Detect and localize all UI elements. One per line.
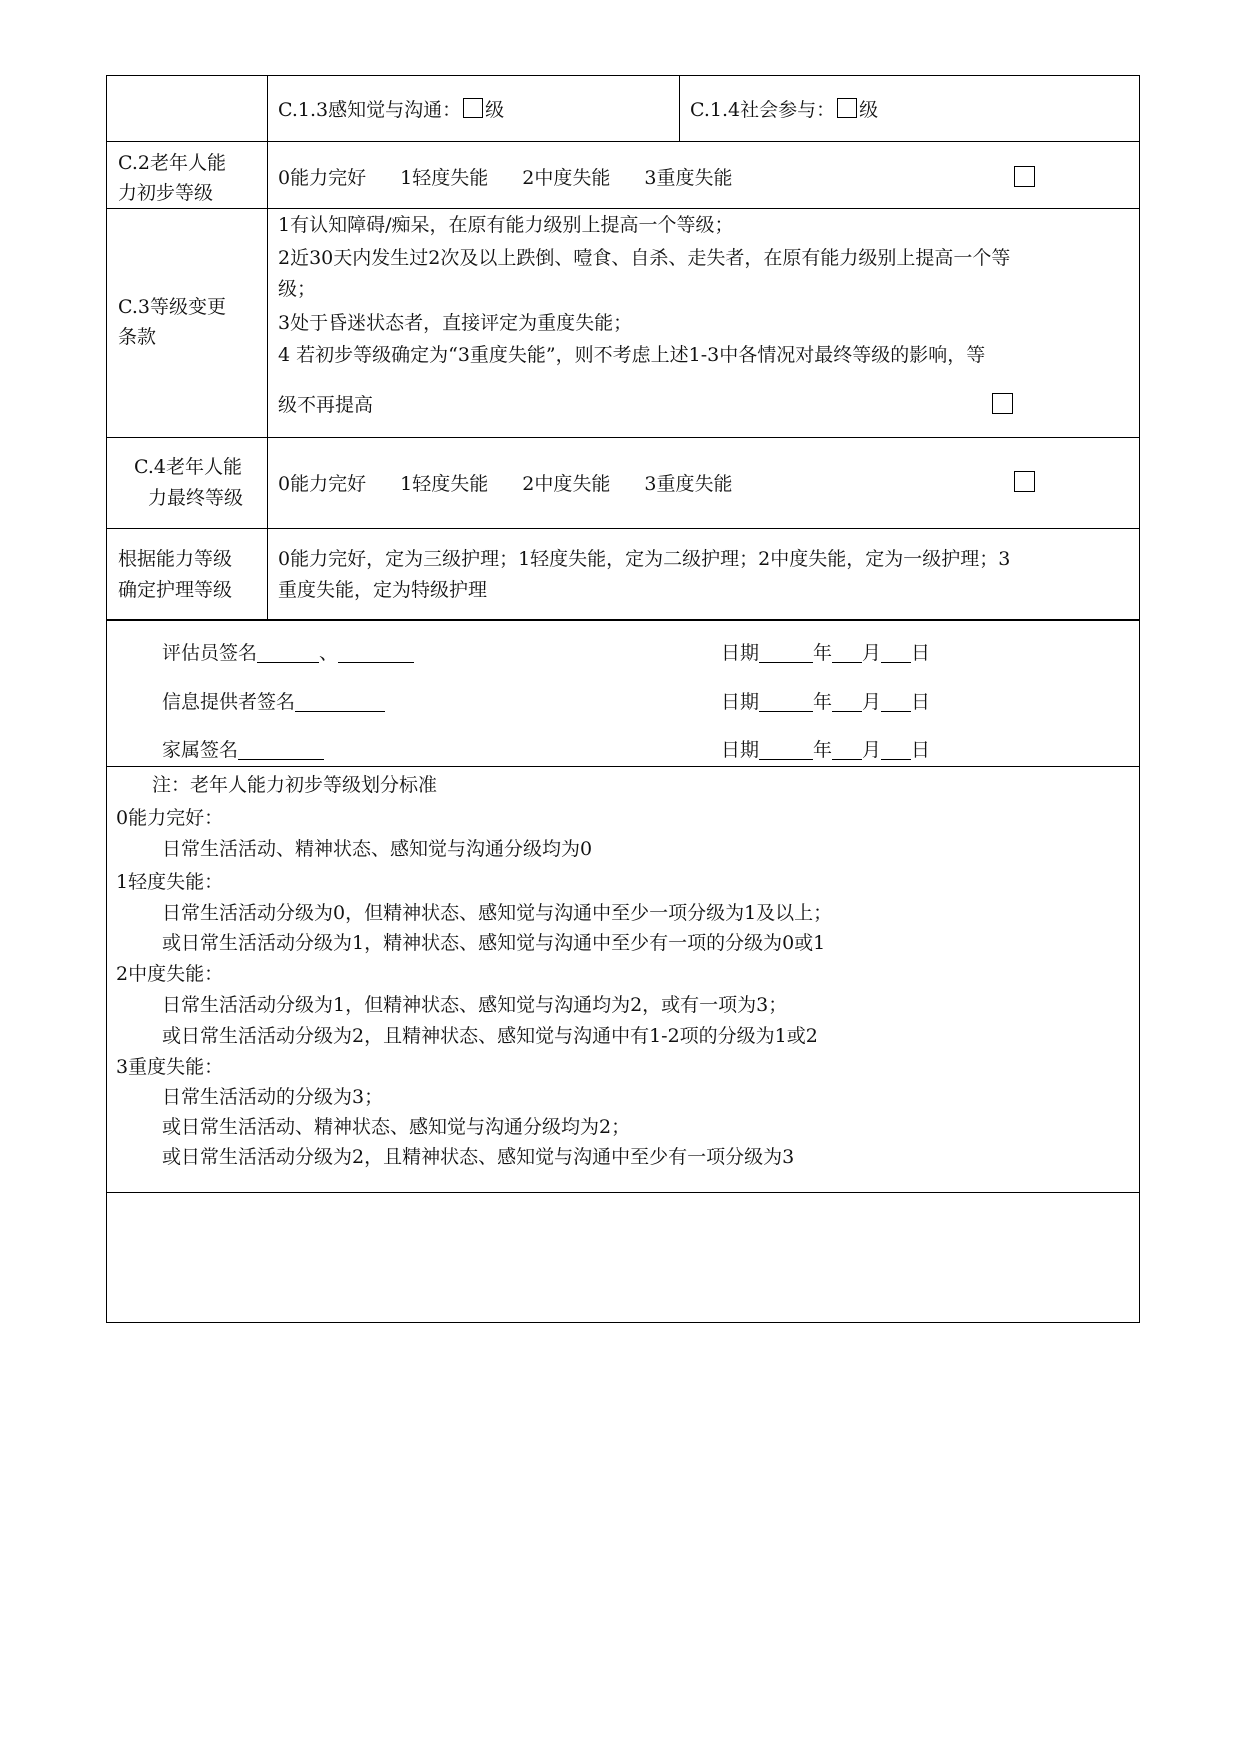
year-field[interactable] xyxy=(759,691,813,712)
c3-clause-4a: 4 若初步等级确定为“3重度失能”，则不考虑上述1-3中各情况对最终等级的影响，等 xyxy=(278,344,986,366)
family-signature-label: 家属签名 xyxy=(162,739,239,761)
grade2-line1: 日常生活活动分级为1，但精神状态、感知觉与沟通均为2，或有一项为3； xyxy=(162,994,788,1016)
c2-label-line1: C.2老年人能 xyxy=(118,152,226,174)
day-label: 日 xyxy=(911,691,931,713)
care-label-line2: 确定护理等级 xyxy=(118,579,233,601)
year-label: 年 xyxy=(813,642,833,664)
c2-option-2: 2中度失能 xyxy=(522,167,611,189)
month-label: 月 xyxy=(862,642,882,664)
c2-option-1: 1轻度失能 xyxy=(400,167,489,189)
date-label: 日期 xyxy=(721,691,760,713)
c4-label xyxy=(134,452,243,514)
date-row-assessor xyxy=(721,641,930,665)
c3-clause-checkbox[interactable] xyxy=(992,393,1013,414)
c14-label: C.1.4社会参与： xyxy=(690,99,836,121)
empty-bottom-cell xyxy=(107,1193,1139,1321)
grade0-title: 0能力完好： xyxy=(116,807,224,829)
row-divider xyxy=(106,528,1140,529)
care-label xyxy=(118,544,232,606)
c2-label-line2: 力初步等级 xyxy=(118,182,214,204)
date-label: 日期 xyxy=(721,642,760,664)
c2-option-0: 0能力完好 xyxy=(278,167,367,189)
informant-signature-label: 信息提供者签名 xyxy=(162,691,296,713)
c3-clause-2b: 级； xyxy=(278,278,317,300)
c3-label-line1: C.3等级变更 xyxy=(118,296,226,318)
month-field[interactable] xyxy=(832,642,862,663)
c4-option-0: 0能力完好 xyxy=(278,473,367,495)
day-field[interactable] xyxy=(881,691,911,712)
c2-label xyxy=(118,148,226,208)
assessor-signature-field-2[interactable] xyxy=(338,642,414,663)
row-divider xyxy=(106,766,1140,767)
date-row-family xyxy=(721,738,930,762)
date-label: 日期 xyxy=(721,739,760,761)
row-divider xyxy=(106,437,1140,438)
informant-signature-field[interactable] xyxy=(295,691,385,712)
day-label: 日 xyxy=(911,739,931,761)
month-label: 月 xyxy=(862,739,882,761)
row-divider xyxy=(106,141,1140,142)
care-text-line2: 重度失能，定为特级护理 xyxy=(278,579,488,601)
grade3-title: 3重度失能： xyxy=(116,1056,224,1078)
c4-option-2: 2中度失能 xyxy=(522,473,611,495)
year-field[interactable] xyxy=(759,642,813,663)
day-label: 日 xyxy=(911,642,931,664)
grade3-line3: 或日常生活活动分级为2，且精神状态、感知觉与沟通中至少有一项分级为3 xyxy=(162,1146,795,1168)
label-column-divider xyxy=(267,75,268,619)
grade3-line1: 日常生活活动的分级为3； xyxy=(162,1086,384,1108)
c3-label xyxy=(118,292,226,352)
table-border-right xyxy=(1139,75,1140,1322)
grade1-line2: 或日常生活活动分级为1，精神状态、感知觉与沟通中至少有一项的分级为0或1 xyxy=(162,932,826,954)
row-divider xyxy=(106,208,1140,209)
month-label: 月 xyxy=(862,691,882,713)
grade2-title: 2中度失能： xyxy=(116,963,224,985)
c14-field xyxy=(690,98,878,122)
c3-label-line2: 条款 xyxy=(118,326,157,348)
c3-clause-4b: 级不再提高 xyxy=(278,394,374,416)
assessor-signature-field-1[interactable] xyxy=(257,642,319,663)
table-border-left xyxy=(106,75,107,1322)
c13-suffix: 级 xyxy=(485,99,505,121)
date-row-informant xyxy=(721,690,930,714)
c3-clause-2a: 2近30天内发生过2次及以上跌倒、噎食、自杀、走失者，在原有能力级别上提高一个等 xyxy=(278,247,1011,269)
row-divider xyxy=(106,619,1140,621)
grade0-line1: 日常生活活动、精神状态、感知觉与沟通分级均为0 xyxy=(162,838,593,860)
c14-level-checkbox[interactable] xyxy=(837,98,857,118)
c4-label-line1: C.4老年人能 xyxy=(134,456,242,478)
informant-signature-row xyxy=(162,690,385,714)
table-border-top xyxy=(106,75,1140,76)
c13-label: C.1.3感知觉与沟通： xyxy=(278,99,462,121)
month-field[interactable] xyxy=(832,739,862,760)
grade1-line1: 日常生活活动分级为0，但精神状态、感知觉与沟通中至少一项分级为1及以上； xyxy=(162,902,833,924)
month-field[interactable] xyxy=(832,691,862,712)
day-field[interactable] xyxy=(881,739,911,760)
c4-level-checkbox[interactable] xyxy=(1014,471,1035,492)
grade2-line2: 或日常生活活动分级为2，且精神状态、感知觉与沟通中有1-2项的分级为1或2 xyxy=(162,1025,818,1047)
c13-level-checkbox[interactable] xyxy=(463,98,483,118)
c13-field xyxy=(278,98,504,122)
assessor-signature-row xyxy=(162,641,414,665)
assessor-signature-label: 评估员签名 xyxy=(162,642,258,664)
day-field[interactable] xyxy=(881,642,911,663)
grade1-title: 1轻度失能： xyxy=(116,871,224,893)
grade3-line2: 或日常生活活动、精神状态、感知觉与沟通分级均为2； xyxy=(162,1116,631,1138)
c4-option-3: 3重度失能 xyxy=(644,473,733,495)
c3-clause-3: 3处于昏迷状态者，直接评定为重度失能； xyxy=(278,312,633,334)
c4-options xyxy=(278,472,761,496)
family-signature-field[interactable] xyxy=(238,739,324,760)
c3-clause-1: 1有认知障碍/痴呆，在原有能力级别上提高一个等级； xyxy=(278,214,734,236)
year-field[interactable] xyxy=(759,739,813,760)
care-label-line1: 根据能力等级 xyxy=(118,548,233,570)
year-label: 年 xyxy=(813,691,833,713)
c2-level-checkbox[interactable] xyxy=(1014,166,1035,187)
family-signature-row xyxy=(162,738,324,762)
care-text xyxy=(278,544,1010,606)
c4-label-line2: 力最终等级 xyxy=(148,487,244,509)
c2-options xyxy=(278,166,761,190)
table-border-bottom xyxy=(106,1322,1140,1323)
care-text-line1: 0能力完好，定为三级护理；1轻度失能，定为二级护理；2中度失能，定为一级护理；3 xyxy=(278,548,1011,570)
year-label: 年 xyxy=(813,739,833,761)
c4-option-1: 1轻度失能 xyxy=(400,473,489,495)
c14-cell-divider xyxy=(679,75,680,141)
notes-title: 注：老年人能力初步等级划分标准 xyxy=(152,774,438,796)
assessor-separator: 、 xyxy=(319,642,339,664)
c14-suffix: 级 xyxy=(859,99,879,121)
c2-option-3: 3重度失能 xyxy=(644,167,733,189)
